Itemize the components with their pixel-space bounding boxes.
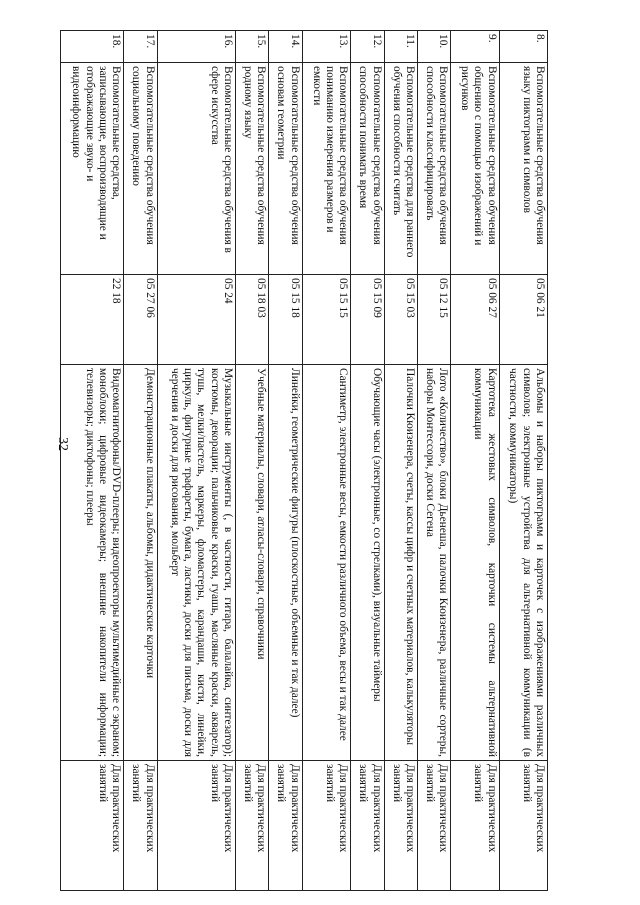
usage-purpose: Для практических занятий	[499, 761, 547, 891]
row-number: 15.	[236, 31, 269, 63]
usage-purpose: Для практических занятий	[302, 761, 350, 891]
classification-code: 05 15 15	[302, 275, 350, 365]
tool-category: Вспомогательные средства обучения общению с помощью изображений и рисунков	[451, 63, 499, 275]
row-number: 11.	[384, 31, 417, 63]
table-row	[451, 31, 499, 891]
row-number: 8.	[499, 31, 547, 63]
tool-description: Альбомы и наборы пиктограмм и карточек с изображениями различных символов; электронные устройства для альтернативной коммуникации (в частности, коммуникаторы)	[499, 365, 547, 761]
table-row	[236, 31, 269, 891]
tool-category: Вспомогательные средства обучения основам геометрии	[269, 63, 302, 275]
row-number: 13.	[302, 31, 350, 63]
row-number: 17.	[124, 31, 157, 63]
classification-code: 05 24	[157, 275, 235, 365]
classification-code: 22 18	[61, 275, 124, 365]
tool-description: Палочки Кюизенера, счеты, кассы цифр и счетных материалов, калькуляторы	[384, 365, 417, 761]
table-row	[269, 31, 302, 891]
table-row	[302, 31, 350, 891]
classification-code: 05 06 27	[451, 275, 499, 365]
usage-purpose: Для практических занятий	[61, 761, 124, 891]
tool-description: Сантиметр, электронные весы, емкости различного объема, весы и так далее	[302, 365, 350, 761]
usage-purpose: Для практических занятий	[451, 761, 499, 891]
tool-description: Картотека жестовых символов, карточки системы альтернативной коммуникации	[451, 365, 499, 761]
usage-purpose: Для практических занятий	[124, 761, 157, 891]
usage-purpose: Для практических занятий	[157, 761, 235, 891]
row-number: 12.	[351, 31, 384, 63]
tool-description: Лото «Количество», блоки Дьенеша, палочки Кюизенера, различные сортеры, наборы Монтессори, доски Сегена	[417, 365, 450, 761]
classification-code: 05 18 03	[236, 275, 269, 365]
classification-code: 05 12 15	[417, 275, 450, 365]
classification-code: 05 06 21	[499, 275, 547, 365]
tool-category: Вспомогательные средства обучения социальному поведению	[124, 63, 157, 275]
table-row	[384, 31, 417, 891]
table-row	[417, 31, 450, 891]
tool-description: Демонстрационные плакаты, альбомы, дидактические карточки	[124, 365, 157, 761]
classification-code: 05 15 18	[269, 275, 302, 365]
usage-purpose: Для практических занятий	[269, 761, 302, 891]
tool-description: Линейки, геометрические фигуры (плоскостные, объемные и так далее)	[269, 365, 302, 761]
equipment-table	[60, 30, 548, 891]
tool-category: Вспомогательные средства обучения способности понимать время	[351, 63, 384, 275]
table-row	[499, 31, 547, 891]
table-row	[157, 31, 235, 891]
tool-description: Музыкальные инструменты (, в частности, гитара, балалайка, синтезатор); костюмы, декорации; пальчиковые краски, гуашь, масляные краски, акварель, тушь, мелки/пастель, маркеры, фломастеры, карандаши, кисти, линейки, циркуль, фигурные трафареты, бумага, ластики, доски для письма, доски для черчения и доски для рисования, мольберт	[157, 365, 235, 761]
usage-purpose: Для практических занятий	[351, 761, 384, 891]
row-number: 9.	[451, 31, 499, 63]
page-number: 32	[55, 437, 70, 451]
tool-category: Вспомогательные средства, записывающие, воспроизводящие и отображающие звуко- и видеоинформацию	[61, 63, 124, 275]
row-number: 10.	[417, 31, 450, 63]
row-number: 14.	[269, 31, 302, 63]
classification-code: 05 27 06	[124, 275, 157, 365]
row-number: 16.	[157, 31, 235, 63]
tool-category: Вспомогательные средства обучения языку пиктограмм и символов	[499, 63, 547, 275]
classification-code: 05 15 03	[384, 275, 417, 365]
classification-code: 05 15 09	[351, 275, 384, 365]
tool-description: Учебные материалы, словари, атласы-словари, справочники	[236, 365, 269, 761]
usage-purpose: Для практических занятий	[384, 761, 417, 891]
tool-category: Вспомогательные средства обучения пониманию измерения размеров и емкости	[302, 63, 350, 275]
usage-purpose: Для практических занятий	[236, 761, 269, 891]
table-row	[61, 31, 124, 891]
usage-purpose: Для практических занятий	[417, 761, 450, 891]
equipment-table-rotated	[60, 30, 548, 890]
tool-category: Вспомогательные средства для раннего обучения способности считать	[384, 63, 417, 275]
table-row	[351, 31, 384, 891]
table-row	[124, 31, 157, 891]
row-number: 18.	[61, 31, 124, 63]
tool-description: Обучающие часы (электронные, со стрелками), визуальные таймеры	[351, 365, 384, 761]
tool-category: Вспомогательные средства обучения в сфере искусства	[157, 63, 235, 275]
tool-category: Вспомогательные средства обучения способности классифицировать	[417, 63, 450, 275]
tool-description: Видеомагнитофоны/DVD-плееры; видеопроекторы мультимедийные с экраном; моноблоки; цифровые видеокамеры; внешние накопители информации; телевизоры; диктофоны; плееры	[61, 365, 124, 761]
tool-category: Вспомогательные средства обучения родному языку	[236, 63, 269, 275]
